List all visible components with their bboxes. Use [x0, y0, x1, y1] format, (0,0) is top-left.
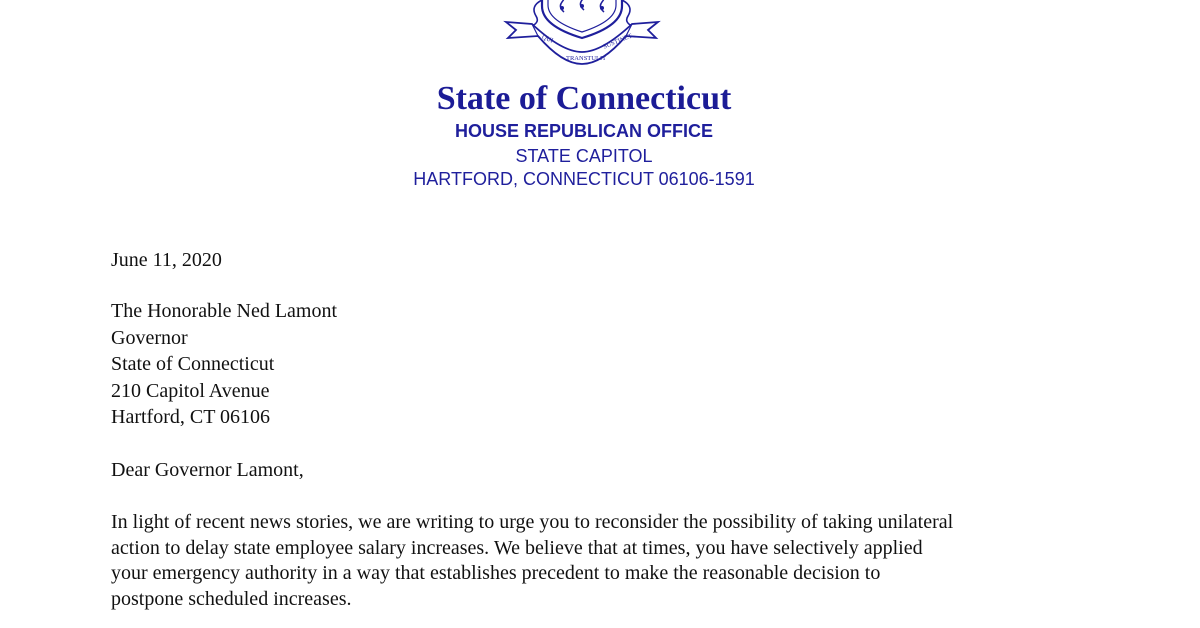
connecticut-state-seal	[502, 0, 662, 78]
seal-motto-left: QUI	[540, 33, 555, 45]
letter-date: June 11, 2020	[111, 249, 222, 271]
paragraph-line: In light of recent news stories, we are writing to urge you to reconsider the possibility of taking unilateral	[111, 511, 954, 533]
seal-graphic	[502, 0, 662, 78]
letterhead-city: HARTFORD, CONNECTICUT 06106-1591	[413, 169, 755, 189]
address-line: Hartford, CT 06106	[111, 406, 271, 429]
letterhead-title: State of Connecticut	[436, 80, 732, 117]
paragraph-line: your emergency authority in a way that establishes precedent to make the reasonable decision to	[111, 562, 881, 584]
body-paragraph	[111, 509, 953, 611]
address-line: The Honorable Ned Lamont	[111, 300, 338, 322]
seal-grapevine-3	[600, 0, 604, 12]
address-line: Governor	[111, 326, 188, 349]
salutation: Dear Governor Lamont,	[111, 459, 304, 481]
seal-grapevine-1	[560, 0, 564, 12]
seal-scroll-left	[532, 0, 542, 26]
seal-motto-center: TRANSTULIT	[566, 55, 607, 62]
letterhead-office: HOUSE REPUBLICAN OFFICE	[454, 121, 713, 141]
letterhead-capitol: STATE CAPITOL	[515, 146, 653, 166]
paragraph-line: action to delay state employee salary increases. We believe that at times, you have selectively applied	[111, 536, 923, 559]
recipient-address	[111, 298, 337, 431]
address-line: State of Connecticut	[111, 353, 275, 376]
seal-scroll-right	[622, 0, 632, 26]
paragraph-line: postpone scheduled increases.	[111, 587, 352, 610]
seal-motto-right: SUSTINET	[602, 32, 634, 51]
address-line: 210 Capitol Avenue	[111, 379, 270, 402]
